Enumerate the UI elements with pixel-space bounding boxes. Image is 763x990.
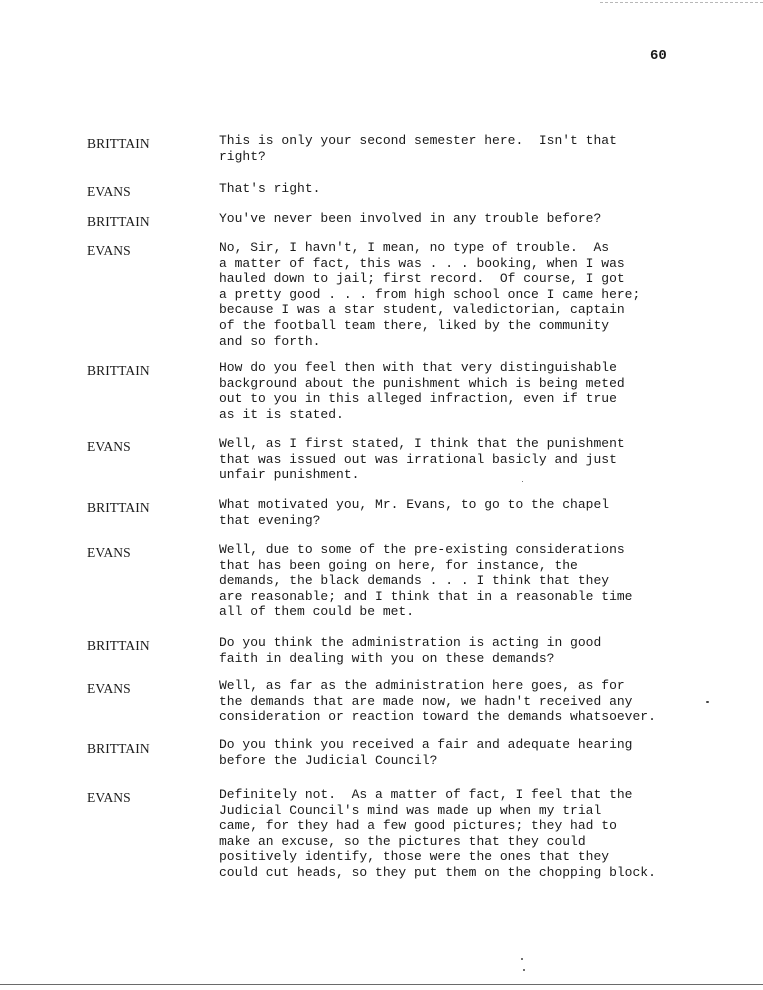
speech-line: out to you in this alleged infraction, even if true: [219, 391, 617, 407]
speech-line: all of them could be met.: [219, 604, 415, 620]
speech-line: consideration or reaction toward the demands whatsoever.: [219, 709, 656, 725]
speech-line: the demands that are made now, we hadn't received any: [219, 693, 633, 709]
speech-line: Well, as far as the administration here goes, as for: [219, 678, 625, 693]
speech-line: as it is stated.: [219, 406, 344, 422]
speech-line: hauled down to jail; first record. Of course, I got: [219, 271, 625, 287]
speaker-name: BRITTAIN: [87, 741, 150, 756]
speech-line: Well, as I first stated, I think that the punishment: [219, 436, 625, 451]
speech-text: [219, 181, 709, 197]
speech-text: [219, 211, 709, 227]
speech-line: You've never been involved in any trouble before?: [219, 211, 602, 226]
speech-line: unfair punishment.: [219, 467, 360, 483]
speech-line: before the Judicial Council?: [219, 752, 438, 768]
speech-text: [219, 240, 709, 349]
speech-line: Definitely not. As a matter of fact, I feel that the: [219, 787, 633, 802]
speaker-name: BRITTAIN: [87, 136, 150, 151]
speech-line: that evening?: [219, 512, 321, 528]
speaker-name: EVANS: [87, 681, 131, 696]
speech-line: How do you feel then with that very distinguishable: [219, 360, 617, 375]
speech-text: [219, 133, 709, 164]
speech-text: [219, 737, 709, 768]
speech-line: That's right.: [219, 181, 321, 196]
speech-line: No, Sir, I havn't, I mean, no type of trouble. As: [219, 240, 610, 255]
speech-line: Judicial Council's mind was made up when my trial: [219, 802, 602, 818]
speech-line: background about the punishment which is being meted: [219, 375, 625, 391]
scan-speck: [522, 481, 523, 482]
speech-line: demands, the black demands . . . I think that they: [219, 573, 610, 589]
speech-line: came, for they had a few good pictures; they had to: [219, 818, 617, 834]
speaker-name: BRITTAIN: [87, 363, 150, 378]
speech-line: faith in dealing with you on these demands?: [219, 650, 555, 666]
scan-speck: [521, 958, 523, 960]
speech-text: [219, 787, 709, 881]
speech-text: [219, 497, 709, 528]
speech-text: [219, 635, 709, 666]
speaker-name: BRITTAIN: [87, 638, 150, 653]
speech-line: make an excuse, so the pictures that they could: [219, 833, 586, 849]
speech-line: positively identify, those were the ones that they: [219, 849, 610, 865]
speaker-name: EVANS: [87, 184, 131, 199]
speaker-name: BRITTAIN: [87, 500, 150, 515]
speech-line: that was issued out was irrational basicly and just: [219, 451, 617, 467]
speech-text: [219, 360, 709, 422]
scan-speck: [706, 701, 709, 703]
speech-line: are reasonable; and I think that in a reasonable time: [219, 588, 633, 604]
speech-line: What motivated you, Mr. Evans, to go to the chapel: [219, 497, 610, 512]
speech-line: Well, due to some of the pre-existing considerations: [219, 542, 625, 557]
speech-line: because I was a star student, valedictorian, captain: [219, 302, 625, 318]
speech-line: Do you think you received a fair and adequate hearing: [219, 737, 633, 752]
scan-speck: [523, 969, 525, 971]
speech-text: [219, 542, 709, 620]
page-number: 60: [650, 48, 667, 64]
speech-line: right?: [219, 148, 266, 164]
speaker-name: BRITTAIN: [87, 214, 150, 229]
speaker-name: EVANS: [87, 790, 131, 805]
bottom-edge-rule: [0, 984, 763, 985]
speech-line: Do you think the administration is acting in good: [219, 635, 602, 650]
speaker-name: EVANS: [87, 243, 131, 258]
speech-text: [219, 678, 709, 725]
speaker-name: EVANS: [87, 545, 131, 560]
speaker-name: EVANS: [87, 439, 131, 454]
speech-line: This is only your second semester here. Isn't that: [219, 133, 617, 148]
speech-line: a matter of fact, this was . . . booking, when I was: [219, 255, 625, 271]
speech-line: of the football team there, liked by the community: [219, 317, 610, 333]
speech-text: [219, 436, 709, 483]
speech-line: a pretty good . . . from high school once I came here;: [219, 286, 641, 302]
speech-line: that has been going on here, for instance, the: [219, 557, 578, 573]
speech-line: could cut heads, so they put them on the chopping block.: [219, 864, 656, 880]
speech-line: and so forth.: [219, 333, 321, 349]
